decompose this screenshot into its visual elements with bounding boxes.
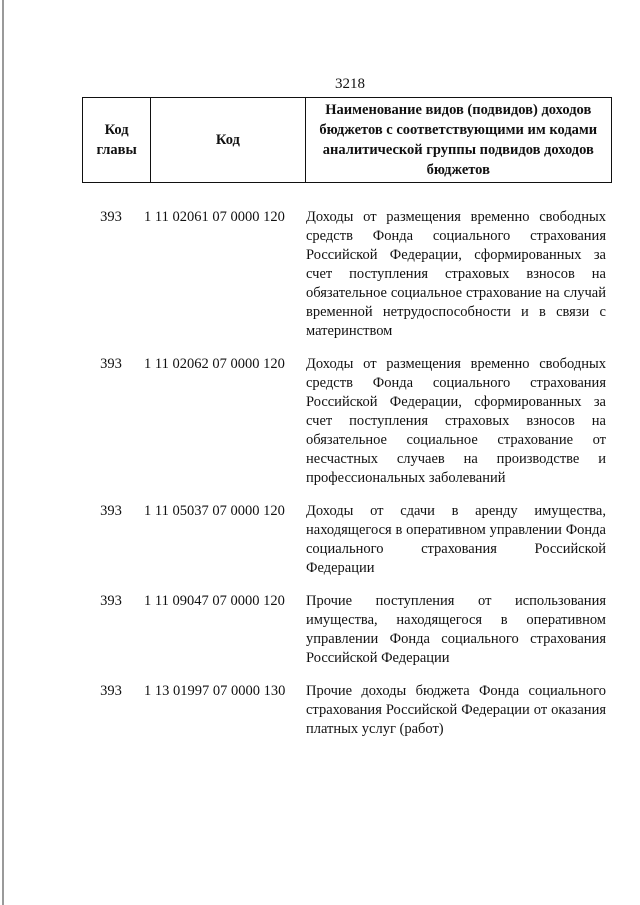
- table-header: [82, 97, 612, 183]
- header-code: Код: [151, 98, 305, 183]
- header-name: Наименование видов (подвидов) доходов бюджетов с соответствующими им кодами аналитической группы подвидов доходов бюджетов: [305, 98, 611, 183]
- row-chapter-code: 393: [100, 209, 122, 225]
- table-row: [82, 502, 612, 578]
- table-row: [82, 682, 612, 739]
- row-income-name: Доходы от размещения временно свободных средств Фонда социального страхования Российской Федерации, сформированных за счет поступления страховых взносов на обязательное социальное страхование от несчастных случаев на производстве и профессиональных заболеваний: [306, 356, 606, 486]
- row-income-code: 1 13 01997 07 0000 130: [144, 683, 286, 699]
- row-income-code: 1 11 02061 07 0000 120: [144, 209, 285, 225]
- table-body: [82, 208, 612, 753]
- row-income-name: Прочие доходы бюджета Фонда социального страхования Российской Федерации от оказания платных услуг (работ): [306, 683, 606, 737]
- row-chapter-code: 393: [100, 683, 122, 699]
- header-chapter-code: Код главы: [83, 98, 151, 183]
- table-row: [82, 208, 612, 341]
- row-chapter-code: 393: [100, 593, 122, 609]
- row-income-code: 1 11 05037 07 0000 120: [144, 503, 285, 519]
- row-chapter-code: 393: [100, 356, 122, 372]
- row-income-code: 1 11 09047 07 0000 120: [144, 593, 285, 609]
- table-header-row: [83, 98, 612, 183]
- row-income-name: Прочие поступления от использования имущества, находящегося в оперативном управлении Фонда социального страхования Российской Федерации: [306, 593, 606, 666]
- row-chapter-code: 393: [100, 503, 122, 519]
- table-row: [82, 355, 612, 488]
- page-edge-line: [2, 0, 4, 905]
- table-row: [82, 592, 612, 668]
- row-income-name: Доходы от сдачи в аренду имущества, находящегося в оперативном управлении Фонда социального страхования Российской Федерации: [306, 503, 606, 576]
- page-number: 3218: [335, 76, 365, 92]
- row-income-name: Доходы от размещения временно свободных средств Фонда социального страхования Российской Федерации, сформированных за счет поступления страховых взносов на обязательное социальное страхование на случай временной нетрудоспособности и в связи с материнством: [306, 209, 606, 339]
- row-income-code: 1 11 02062 07 0000 120: [144, 356, 285, 372]
